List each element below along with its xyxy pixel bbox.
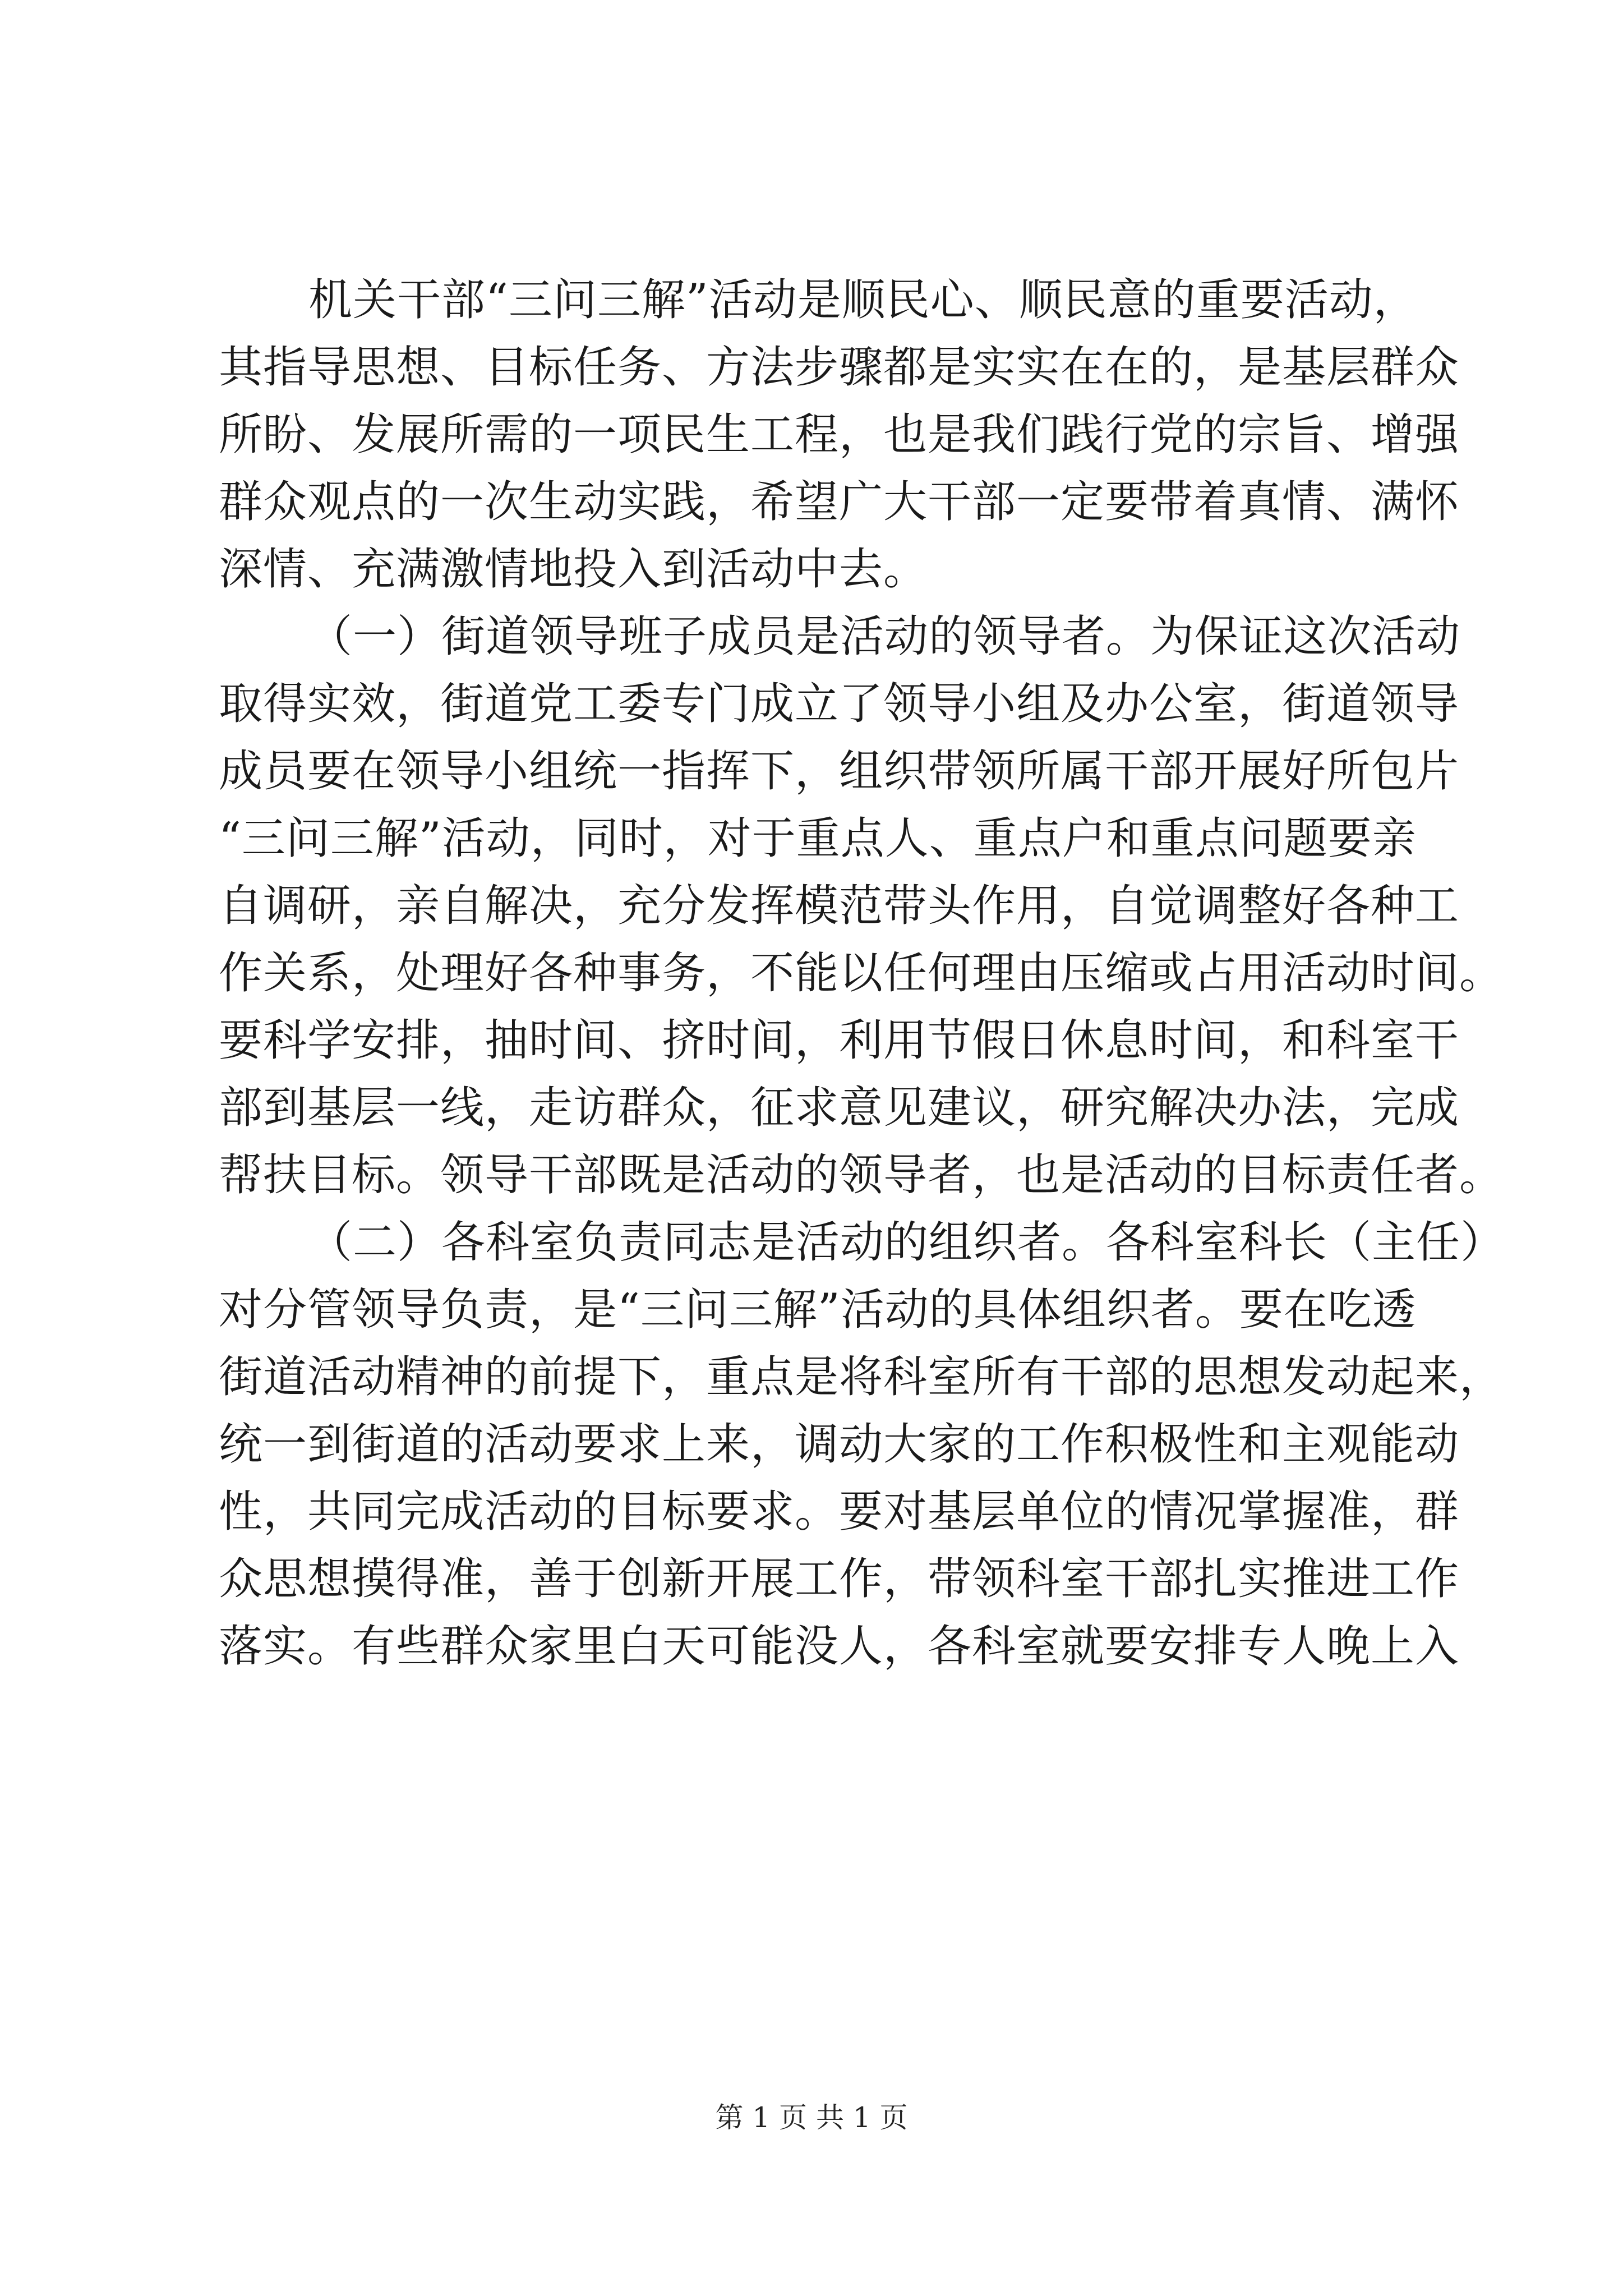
page-footer: 第 1 页 共 1 页 [715,2101,908,2134]
document-body [219,266,1505,1680]
text-line: 取得实效，街道党工委专门成立了领导小组及办公室，街道领导 [219,679,1460,729]
text-line: （二）各科室负责同志是活动的组织者。各科室科长（主任） [308,1217,1505,1268]
text-line: 帮扶目标。领导干部既是活动的领导者，也是活动的目标责任者。 [219,1150,1504,1200]
text-line: 统一到街道的活动要求上来，调动大家的工作积极性和主观能动 [219,1419,1460,1470]
text-line: “三问三解”活动，同时，对于重点人、重点户和重点问题要亲 [219,813,1417,864]
text-line: 要科学安排，抽时间、挤时间，利用节假日休息时间，和科室干 [219,1015,1460,1066]
text-line: 落实。有些群众家里白天可能没人，各科室就要安排专人晚上入 [219,1621,1460,1672]
text-line: 性，共同完成活动的目标要求。要对基层单位的情况掌握准，群 [219,1487,1460,1537]
text-line: （一）街道领导班子成员是活动的领导者。为保证这次活动 [308,611,1461,662]
text-line: 自调研，亲自解决，充分发挥模范带头作用，自觉调整好各种工 [219,881,1460,931]
text-line: 其指导思想、目标任务、方法步骤都是实实在在的，是基层群众 [219,342,1460,393]
text-line: 街道活动精神的前提下，重点是将科室所有干部的思想发动起来， [219,1352,1504,1402]
text-line: 成员要在领导小组统一指挥下，组织带领所属干部开展好所包片 [219,746,1460,797]
text-line: 作关系，处理好各种事务，不能以任何理由压缩或占用活动时间。 [219,948,1504,999]
text-line: 机关干部“三问三解”活动是顺民心、顺民意的重要活动， [308,275,1418,325]
text-line: 群众观点的一次生动实践，希望广大干部一定要带着真情、满怀 [219,477,1460,527]
text-line: 深情、充满激情地投入到活动中去。 [219,544,928,595]
text-line: 部到基层一线，走访群众，征求意见建议，研究解决办法，完成 [219,1083,1460,1133]
text-line: 所盼、发展所需的一项民生工程，也是我们践行党的宗旨、增强 [219,409,1460,460]
text-line: 众思想摸得准，善于创新开展工作，带领科室干部扎实推进工作 [219,1554,1460,1604]
text-line: 对分管领导负责，是“三问三解”活动的具体组织者。要在吃透 [219,1285,1417,1335]
